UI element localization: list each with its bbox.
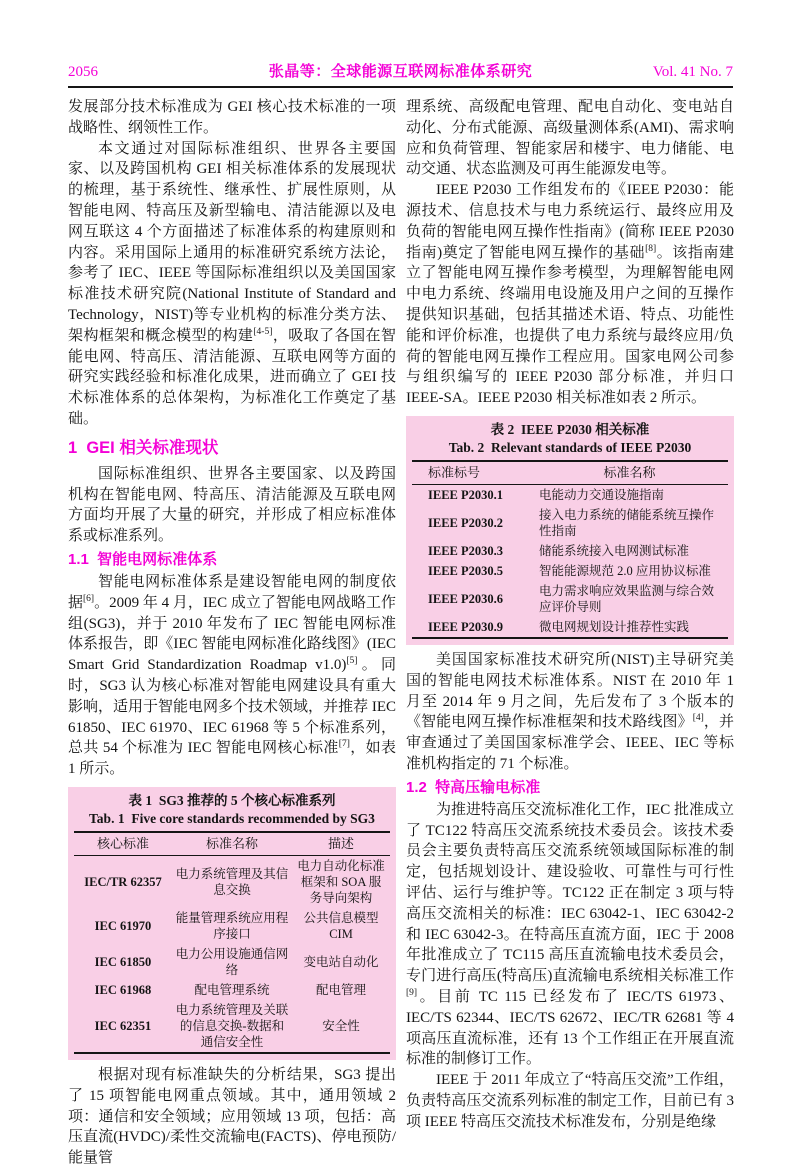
table-2-body <box>412 484 728 638</box>
section-heading-1-1: 1.1 智能电网标准体系 <box>68 550 218 568</box>
table-row <box>74 908 390 944</box>
table-1-caption-zh: 表 1 SG3 推荐的 5 个核心标准系列 <box>128 792 336 808</box>
table-row <box>74 944 390 980</box>
running-head <box>68 60 733 88</box>
table-cell: IEEE P2030.3 <box>428 543 504 558</box>
table-row <box>412 581 728 617</box>
paragraph: 美国国家标准技术研究所(NIST)主导研究美国的智能电网技术标准体系。NIST 在 2010 年 1 月至 2014 年 9 月之间，先后发布了 3 个版本的《智能电网互操作标准框架和技术路线图》[4]，并审查通过了美国国家标准学会、IEEE、IEC 等标准机构指定的 71 个标准。 <box>406 651 734 772</box>
table-1-header <box>74 832 390 856</box>
table-cell: IEEE P2030.6 <box>428 591 504 606</box>
section-heading-1: 1 GEI 相关标准现状 <box>68 438 219 457</box>
table-header-row <box>412 461 728 485</box>
table-1-block <box>68 787 396 1060</box>
table-2-header <box>412 461 728 485</box>
table-cell: 微电网规划设计推荐性实践 <box>539 619 690 634</box>
table-cell: IEC/TR 62357 <box>84 874 162 889</box>
paragraph: 智能电网标准体系是建设智能电网的制度依据[6]。2009 年 4 月，IEC 成立了智能电网战略工作组(SG3)，并于 2010 年发布了 IEC 智能电网标准体系报告，即《IEC 智能电网标准化路线图》(IEC Smart Grid Standardization Roadmap v1.0)[5]。同时，SG3 认为核心标准对智能电网建设具有重大影响，适用于智能电网多个技术领域，并推荐 IEC 61850、IEC 61970、IEC 61968 等 5 个标准系列，总共 54 个标准为 IEC 智能电网核心标准[7]，如表 1 所示。 <box>68 573 396 778</box>
paragraph: 本文通过对国际标准组织、世界各主要国家、以及跨国机构 GEI 相关标准体系的发展现状的梳理，基于系统性、继承性、扩展性原则，从智能电网、特高压及新型输电、清洁能源以及电网互联这 4 个方面描述了标准体系的构建原则和内容。采用国际上通用的标准研究系统方法论，参考了 IEC、IEEE 等国际标准组织以及美国国家标准技术研究院(National Institute of Standard and Technology，NIST)等专业机构的标准分类方法、架构框架和概念模型的构建[4-5]，吸取了各国在智能电网、特高压、清洁能源、互联电网等方面的研究实践经验和标准化成果，进而确立了 GEI 技术标准体系的总体架构，为标准化工作奠定了基础。 <box>68 140 396 427</box>
table-2-block <box>406 416 734 645</box>
table-cell: 电力自动化标准框架和 SOA 服务导向架构 <box>297 858 385 905</box>
table-2-caption-en: Tab. 2 Relevant standards of IEEE P2030 <box>448 439 692 455</box>
table-row <box>74 1000 390 1053</box>
table-cell: 安全性 <box>322 1018 360 1033</box>
left-column <box>68 97 396 1169</box>
table-cell: 变电站自动化 <box>303 954 379 969</box>
table-2 <box>412 460 728 639</box>
table-row <box>412 561 728 581</box>
table-cell: 智能能源规范 2.0 应用协议标准 <box>539 563 711 578</box>
table-2-caption-zh: 表 2 IEEE P2030 相关标准 <box>490 421 650 437</box>
table-row <box>412 505 728 541</box>
table-cell: 电力公用设施通信网络 <box>175 946 289 977</box>
right-column <box>406 97 734 1132</box>
table-cell: 电力系统管理及其信息交换 <box>175 866 289 897</box>
paragraph: 国际标准组织、世界各主要国家、以及跨国机构在智能电网、特高压、清洁能源及互联电网方面均开展了大量的研究，并形成了相应标准体系或标准系列。 <box>68 465 396 545</box>
table-row <box>412 541 728 561</box>
table-cell: 配电管理系统 <box>194 982 270 997</box>
table-cell: 电能动力交通设施指南 <box>539 487 665 502</box>
table-cell: IEEE P2030.1 <box>428 487 504 502</box>
table-cell: 接入电力系统的储能系统互操作性指南 <box>539 507 715 538</box>
table-cell: IEC 61850 <box>94 954 152 969</box>
running-title: 张晶等：全球能源互联网标准体系研究 <box>268 64 533 80</box>
paragraph: 发展部分技术标准成为 GEI 核心技术标准的一项战略性、纲领性工作。 <box>68 99 396 136</box>
column-header: 标准名称 <box>172 832 292 856</box>
two-column-body <box>68 97 734 1169</box>
table-1-body <box>74 855 390 1053</box>
table-row <box>74 980 390 1000</box>
table-cell: 公共信息模型 CIM <box>303 910 379 941</box>
table-cell: IEEE P2030.5 <box>428 563 504 578</box>
section-heading-1-2: 1.2 特高压输电标准 <box>406 778 541 796</box>
paragraph: 理系统、高级配电管理、配电自动化、变电站自动化、分布式能源、高级量测体系(AMI)、需求响应和负荷管理、智能家居和楼宇、电力储能、电动交通、状态监测及可再生能源发电等。 <box>406 99 734 178</box>
table-cell: IEC 62351 <box>94 1018 152 1033</box>
table-cell: IEC 61968 <box>94 982 152 997</box>
column-header: 标准名称 <box>531 461 728 485</box>
table-row <box>412 617 728 638</box>
table-cell: IEC 61970 <box>94 918 152 933</box>
table-1-caption-en: Tab. 1 Five core standards recommended by SG3 <box>89 810 375 826</box>
paragraph: 根据对现有标准缺失的分析结果，SG3 提出了 15 项智能电网重点领域。其中，通用领域 2 项：通信和安全领域；应用领域 13 项，包括：高压直流(HVDC)/柔性交流输电(FACTS)、停电预防/能量管 <box>68 1066 396 1167</box>
table-cell: 能量管理系统应用程序接口 <box>175 910 289 941</box>
table-cell: IEEE P2030.2 <box>428 515 504 530</box>
table-cell: 配电管理 <box>316 982 367 997</box>
column-header: 描述 <box>292 832 390 856</box>
table-cell: 储能系统接入电网测试标准 <box>539 543 690 558</box>
column-header: 标准标号 <box>412 461 531 485</box>
paragraph: IEEE 于 2011 年成立了“特高压交流”工作组，负责特高压交流系列标准的制定工作，目前已有 3 项 IEEE 特高压交流技术标准发布，分别是绝缘 <box>406 1072 734 1130</box>
table-row <box>74 855 390 908</box>
table-header-row <box>74 832 390 856</box>
table-cell: 电力系统管理及关联的信息交换-数据和通信安全性 <box>175 1002 289 1049</box>
table-row <box>412 484 728 505</box>
volume-issue: Vol. 41 No. 7 <box>652 64 733 80</box>
paragraph: IEEE P2030 工作组发布的《IEEE P2030：能源技术、信息技术与电力系统运行、最终应用及负荷的智能电网互操作性指南》(简称 IEEE P2030 指南)奠定了智能电网互操作的基础[8]。该指南建立了智能电网互操作参考模型，为理解智能电网中电力系统、终端用电设施及用户之间的互操作提供知识基础，包括其描述术语、特点、功能性能和评价标准，也提供了电力系统与最终应用/负荷的智能电网互操作工程应用。国家电网公司参与组织编写的 IEEE P2030 部分标准，并归口 IEEE-SA。IEEE P2030 相关标准如表 2 所示。 <box>406 182 734 407</box>
page-number: 2056 <box>68 64 98 80</box>
table-cell: 电力需求响应效果监测与综合效应评价导则 <box>539 583 715 614</box>
paragraph: 为推进特高压交流标准化工作，IEC 批准成立了 TC122 特高压交流系统技术委员会。该技术委员会主要负责特高压交流系统领域国际标准的制定，包括规划设计、建设验收、可靠性与可行性评估、运行与维护等。TC122 正在制定 3 项与特高压交流相关的标准：IEC 63042-1、IEC 63042-2 和 IEC 63042-3。在特高压直流方面，IEC 于 2008 年批准成立了 TC115 高压直流输电技术委员会，专门进行高压(特高压)直流输电系统相关标准工作[9]。目前 TC 115 已经发布了 IEC/TS 61973、IEC/TS 62344、IEC/TS 62672、IEC/TR 62681 等 4 项高压直流标准，还有 13 个工作组正在开展直流标准的制修订工作。 <box>406 801 734 1068</box>
column-header: 核心标准 <box>74 832 172 856</box>
table-1 <box>74 831 390 1054</box>
table-cell: IEEE P2030.9 <box>428 619 504 634</box>
